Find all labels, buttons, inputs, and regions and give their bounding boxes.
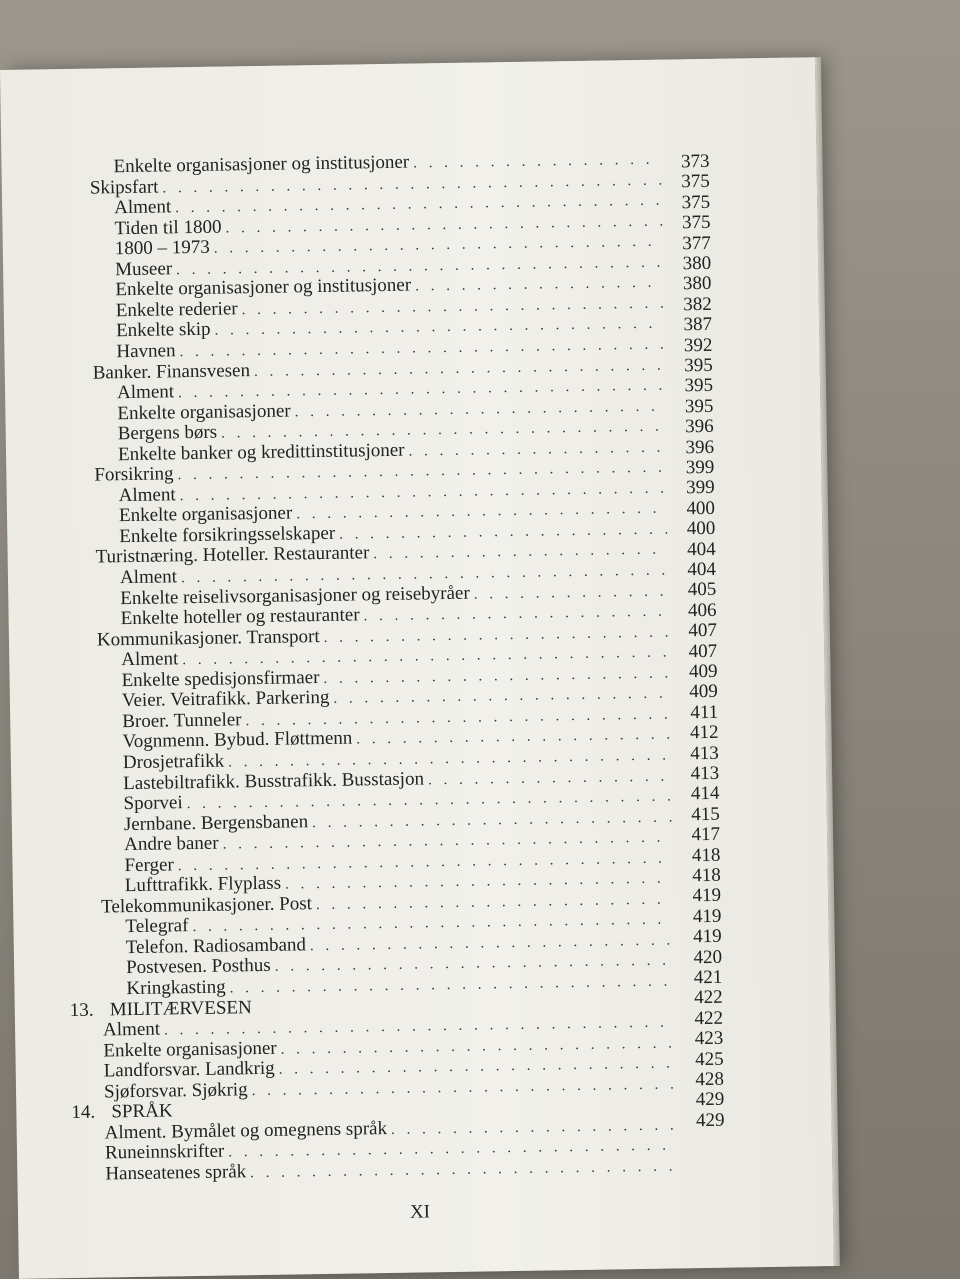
toc-entry-label: Broer. Tunneler [122,709,242,733]
toc-page-number: 421 [693,966,723,989]
toc-page-number: 405 [687,579,717,601]
toc-entry-label: Alment [114,196,172,219]
toc-page-number: 392 [683,334,713,356]
toc-page-number: 377 [682,232,711,254]
toc-page-number: 387 [683,314,713,336]
toc-page-number: 399 [685,477,715,499]
toc-page-number: 395 [684,375,714,397]
dot-leader [250,1156,677,1184]
toc-page-number: 404 [687,558,717,581]
toc-page-number: 396 [685,436,715,458]
toc-entry-label: Vognmenn. Bybud. Fløttmenn [122,727,353,753]
chapter-number: 13. [69,999,94,1021]
toc-entry-label: Sjøforsvar. Sjøkrig [103,1078,248,1103]
toc-entry-label: Runeinnskrifter [104,1141,225,1164]
toc-page-number: 395 [684,354,713,377]
toc-entry-label: Telekommunikasjoner. Post [100,893,313,918]
toc-entry-label: Landforsvar. Landkrig [103,1057,275,1082]
toc-entry-label: Forsikring [94,463,174,486]
toc-page-number: 380 [682,273,712,295]
toc-entry-label: Alment [118,484,176,506]
toc-entry-label: Andre baner [124,832,219,856]
toc-page-number: 412 [689,721,719,744]
toc-page-number: 419 [693,925,722,948]
toc-page-number: 413 [690,742,719,764]
toc-page-number: 425 [694,1048,724,1070]
toc-page-number: 373 [680,150,710,173]
toc-entry-label: Kringkasting [126,976,226,1000]
toc-entry-label: Enkelte organisasjoner [103,1037,277,1062]
toc-page-number: 419 [692,905,722,928]
toc-page-number: 409 [688,660,718,683]
toc-entry-label: Alment [102,1018,161,1041]
toc-page-number: 414 [690,783,720,805]
toc-page-number: 428 [695,1068,725,1091]
toc-entry-label: Ferger [124,854,174,876]
toc-page-number: 420 [693,946,723,968]
chapter-number: 14. [71,1101,96,1124]
toc-entry-label: Havnen [116,340,176,363]
toc-entry-label: Enkelte reiselivsorganisasjoner og reisebyråer [120,582,470,609]
toc-entry-label: Telefon. Radiosamband [125,934,307,959]
toc-entry-label: Postvesen. Posthus [125,955,271,979]
toc-entry-label: Enkelte banker og kredittinstitusjoner [117,439,405,465]
toc-page-number: 419 [692,885,722,907]
toc-entry-label: Alment [119,566,178,589]
toc-page-number: 418 [692,864,721,887]
toc-entry-label: Hanseatenes språk [105,1161,247,1185]
toc-entry-label: Tiden til 1800 [114,216,222,239]
toc-entry-label: Turistnæring. Hoteller. Restauranter [95,542,370,568]
toc-entry-label: Enkelte forsikringsselskaper [119,522,336,548]
toc-page-number: 429 [695,1089,725,1111]
toc-page-number: 409 [689,681,719,703]
toc-entry-label: MILITÆRVESEN [109,996,252,1020]
toc-entry-label: Museer [114,258,173,280]
toc-page-number: 413 [690,762,720,785]
toc-page-number: 415 [691,803,720,826]
toc-page-number: 380 [682,252,712,275]
toc-entry-label: 1800 – 1973 [114,236,210,260]
toc-entry-label: Banker. Finansvesen [92,359,251,384]
toc-page-number: 375 [681,191,711,214]
toc-entry-label: Enkelte rederier [115,298,238,322]
toc-entry-label: Telegraf [125,915,189,938]
toc-entry-label: Enkelte organisasjoner og institusjoner [113,151,410,178]
toc-entry-label: Alment [116,381,175,404]
toc-page-number: 406 [687,599,717,622]
toc-page-number: 395 [684,395,714,418]
toc-entry-label: Enkelte hoteller og restauranter [120,604,360,630]
toc-entry-label: Lufttrafikk. Flyplass [124,872,282,897]
toc-page-number: 382 [683,293,712,316]
toc-page-number: 422 [694,1007,724,1030]
toc-page-number: 418 [691,844,721,866]
toc-page-number: 429 [695,1109,725,1131]
toc-page-number: 417 [691,823,721,846]
toc-entry-label: Enkelte spedisjonsfirmaer [121,666,320,691]
toc-entry-label: Lastebiltrafikk. Busstrafikk. Busstasjon [123,767,425,794]
toc-page-number: 400 [686,497,716,520]
toc-page-number: 400 [686,518,716,540]
toc-entry-label: Veier. Veitrafikk. Parkering [121,687,330,712]
toc-entry-label: Jernbane. Bergensbanen [123,810,309,835]
toc-entry-label: Enkelte organisasjoner og institusjoner [115,274,412,301]
book-page [0,57,834,1279]
toc-page-number: 404 [686,538,716,560]
toc-page-number: 375 [681,171,711,193]
toc-page-number: 407 [688,640,718,662]
toc-entry-label: Alment. Bymålet og omegnens språk [104,1117,388,1144]
toc-page-number: 423 [694,1027,724,1050]
toc-entry-label: Kommunikasjoner. Transport [96,625,320,651]
toc-entry-label: Skipsfart [89,176,159,199]
toc-page-number: 375 [681,212,711,234]
page-footer-number: XI [409,1201,431,1223]
toc-page-number: 399 [685,456,715,479]
toc-entry-label: Bergens børs [117,421,218,445]
toc-page-number: 396 [685,416,714,438]
toc-page-number: 407 [688,619,718,642]
toc-entry-label: Alment [121,648,179,671]
toc-entry-label: Enkelte organisasjoner [117,400,291,424]
toc-entry-label: Enkelte skip [115,319,211,342]
toc-entry-label: SPRÅK [111,1100,173,1123]
toc-entry-label: Drosjetrafikk [122,750,225,774]
toc-entry-label: Sporvei [123,792,183,815]
toc-entry-label: Enkelte organisasjoner [118,502,293,527]
toc-page-number: 422 [693,987,723,1009]
toc-page-number: 411 [690,701,719,724]
